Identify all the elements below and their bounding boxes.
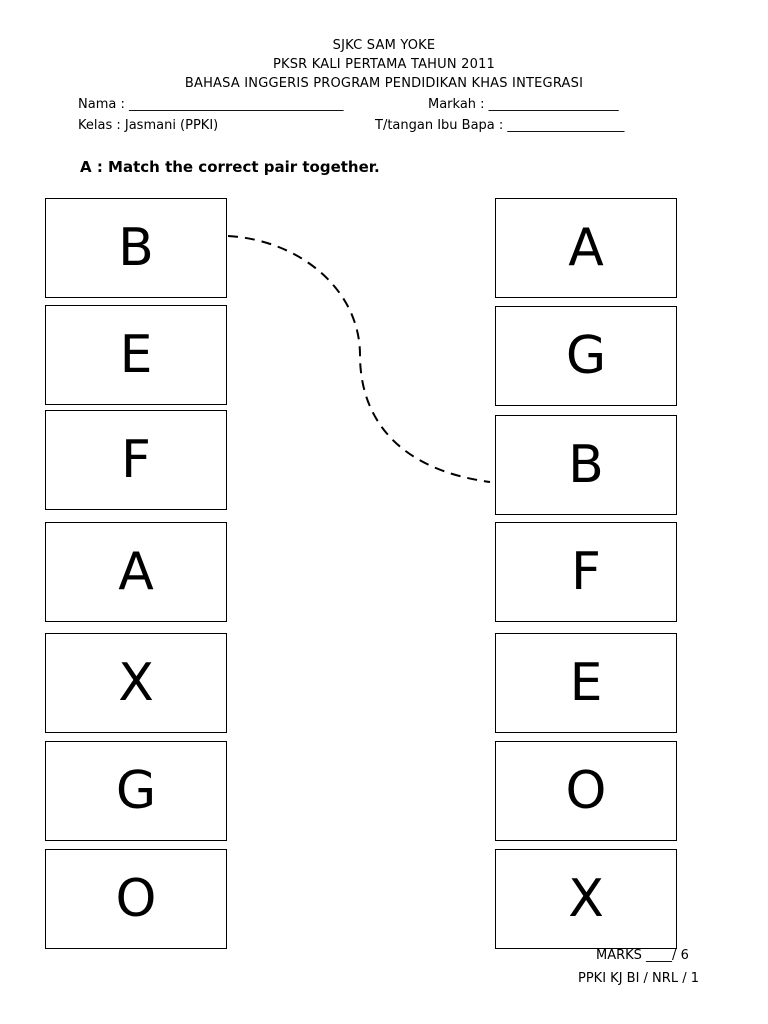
instruction-text: A : Match the correct pair together. bbox=[80, 158, 380, 176]
right-card[interactable] bbox=[495, 306, 677, 406]
left-letter: B bbox=[118, 218, 154, 278]
right-letter: A bbox=[568, 218, 604, 278]
left-card[interactable] bbox=[45, 198, 227, 298]
right-card[interactable] bbox=[495, 198, 677, 298]
right-card[interactable] bbox=[495, 522, 677, 622]
marks-label: MARKS ____/ 6 bbox=[596, 948, 689, 963]
left-card[interactable] bbox=[45, 522, 227, 622]
nama-field[interactable]: Nama : _________________________________ bbox=[78, 97, 344, 112]
left-letter: E bbox=[119, 325, 153, 385]
header-exam: PKSR KALI PERTAMA TAHUN 2011 bbox=[272, 57, 496, 72]
kelas-field: Kelas : Jasmani (PPKI) bbox=[78, 118, 219, 133]
left-card[interactable] bbox=[45, 849, 227, 949]
right-card[interactable] bbox=[495, 741, 677, 841]
right-card[interactable] bbox=[495, 849, 677, 949]
left-letter: O bbox=[115, 869, 157, 929]
left-letter: G bbox=[115, 761, 157, 821]
left-card[interactable] bbox=[45, 633, 227, 733]
tandatangan-field[interactable]: T/tangan Ibu Bapa : __________________ bbox=[375, 118, 625, 133]
markah-field[interactable]: Markah : ____________________ bbox=[428, 97, 619, 112]
left-card[interactable] bbox=[45, 741, 227, 841]
left-card[interactable] bbox=[45, 410, 227, 510]
left-letter: X bbox=[118, 653, 154, 713]
right-letter: F bbox=[571, 542, 601, 602]
left-card[interactable] bbox=[45, 305, 227, 405]
right-letter: X bbox=[568, 869, 604, 929]
right-letter: B bbox=[568, 435, 604, 495]
right-card[interactable] bbox=[495, 633, 677, 733]
left-letter: A bbox=[118, 542, 154, 602]
right-card[interactable] bbox=[495, 415, 677, 515]
paper-code: PPKI KJ BI / NRL / 1 bbox=[578, 971, 699, 986]
right-letter: O bbox=[565, 761, 607, 821]
right-letter: E bbox=[569, 653, 603, 713]
header-school: SJKC SAM YOKE bbox=[332, 38, 436, 53]
left-letter: F bbox=[121, 430, 151, 490]
right-letter: G bbox=[565, 326, 607, 386]
header-subject: BAHASA INGGERIS PROGRAM PENDIDIKAN KHAS INTEGRASI bbox=[184, 76, 584, 91]
